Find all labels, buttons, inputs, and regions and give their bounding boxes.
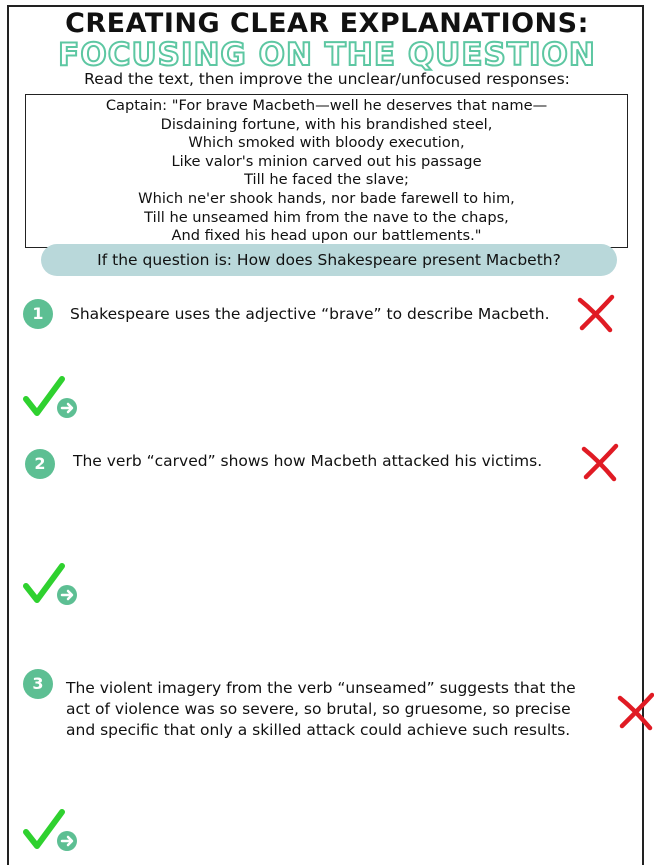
- response-number-2: 2: [25, 449, 55, 479]
- response-line: and specific that only a skilled attack could achieve such results.: [66, 721, 571, 739]
- title-line-2: FOCUSING ON THE QUESTION: [58, 37, 596, 73]
- title-line-1: CREATING CLEAR EXPLANATIONS:: [65, 8, 589, 39]
- quote-line: Which smoked with bloody execution,: [188, 134, 465, 152]
- cross-icon: [580, 443, 620, 483]
- response-number-1: 1: [23, 299, 53, 329]
- arrow-circle-icon: [57, 585, 77, 605]
- cross-icon: [576, 294, 616, 334]
- tick-icon: [22, 562, 84, 610]
- response-line: Shakespeare uses the adjective “brave” to describe Macbeth.: [70, 305, 550, 323]
- quote-box: [25, 94, 628, 248]
- question-bar: If the question is: How does Shakespeare present Macbeth?: [41, 244, 617, 276]
- quote-line: Captain: "For brave Macbeth—well he deserves that name—: [105, 97, 548, 114]
- response-2-text: [73, 451, 542, 472]
- quote-line: Which ne'er shook hands, nor bade farewell to him,: [138, 189, 515, 207]
- quote-line: Till he unseamed him from the nave to the chaps,: [144, 208, 509, 226]
- quote-line: Till he faced the slave;: [244, 171, 409, 189]
- quote-line: And fixed his head upon our battlements.": [171, 227, 482, 245]
- arrow-circle-icon: [57, 398, 77, 418]
- quote-line: Disdaining fortune, with his brandished steel,: [160, 115, 493, 133]
- instructions: Read the text, then improve the unclear/unfocused responses:: [84, 70, 570, 88]
- response-line: The violent imagery from the verb “unseamed” suggests that the: [66, 679, 576, 697]
- response-number-3: 3: [23, 669, 53, 699]
- tick-icon: [22, 808, 84, 856]
- response-line: The verb “carved” shows how Macbeth attacked his victims.: [73, 452, 543, 470]
- cross-icon: [616, 692, 654, 732]
- tick-icon: [22, 375, 84, 423]
- quote-line: Like valor's minion carved out his passage: [171, 152, 482, 170]
- response-line: act of violence was so severe, so brutal, so gruesome, so precise: [66, 700, 571, 718]
- response-1-text: [70, 304, 550, 325]
- arrow-circle-icon: [57, 831, 77, 851]
- response-3-text: [66, 678, 576, 741]
